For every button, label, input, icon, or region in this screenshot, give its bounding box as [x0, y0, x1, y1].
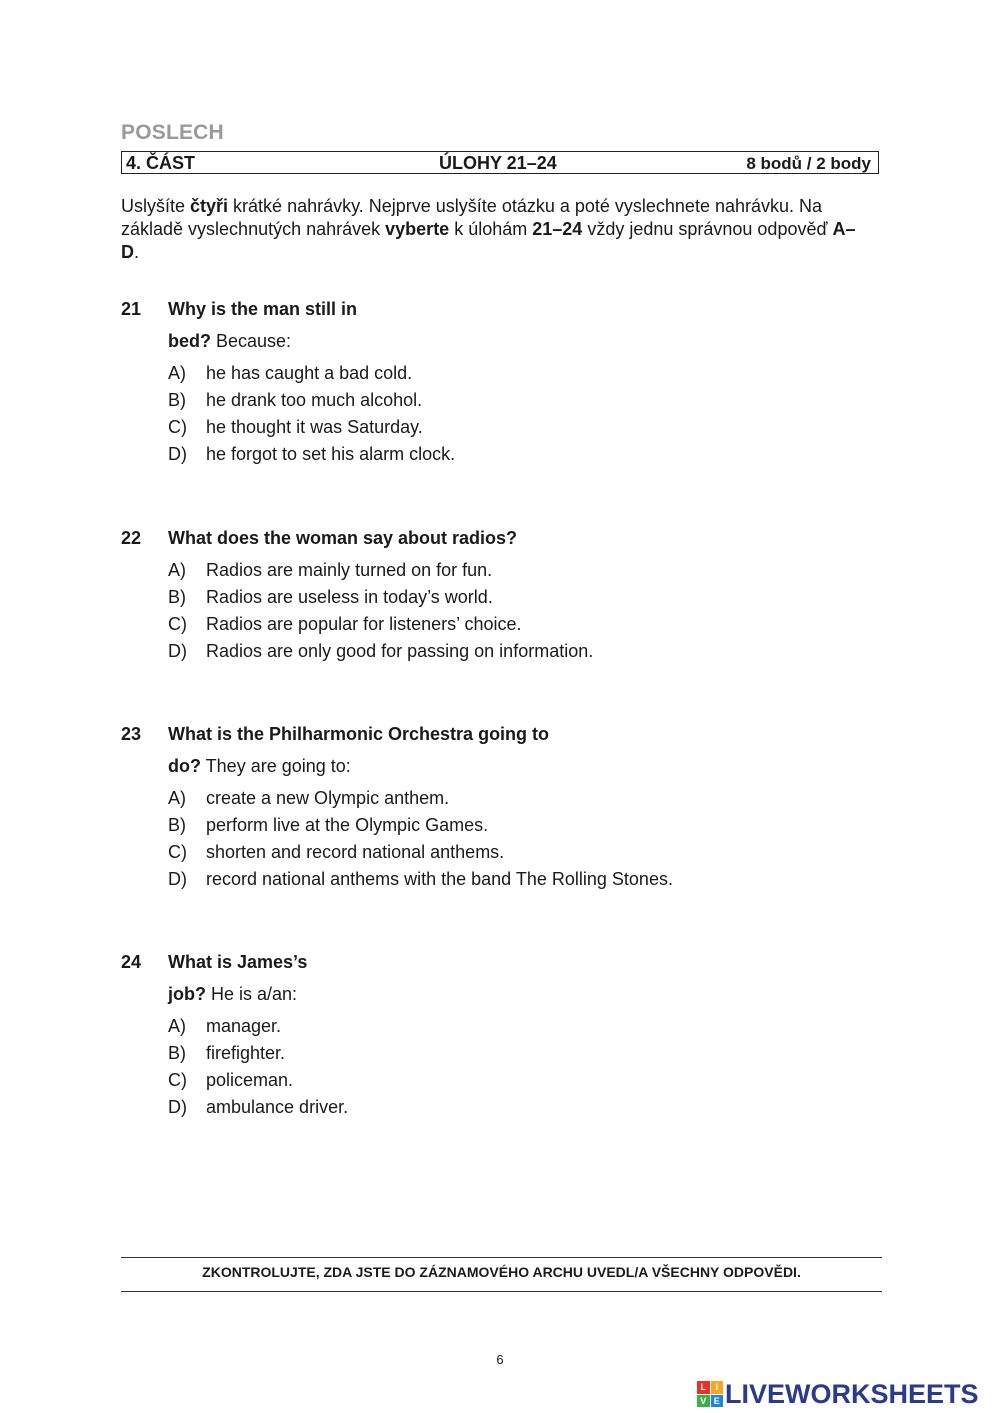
brand-text: LIVEWORKSHEETS [725, 1378, 979, 1409]
logo-letter: V [697, 1395, 710, 1408]
question-continuation: do? They are going to: [168, 756, 351, 776]
footer-rule-top [121, 1257, 882, 1258]
section-header [121, 151, 879, 174]
liveworksheets-logo-icon [697, 1381, 723, 1407]
option-text[interactable]: create a new Olympic anthem. [206, 788, 450, 808]
question-text: What is James’s [168, 952, 308, 972]
option-text[interactable]: record national anthems with the band The Rolling Stones. [206, 869, 673, 889]
question-continuation: bed? Because: [168, 331, 292, 351]
option-text[interactable]: policeman. [206, 1070, 294, 1090]
option-letter[interactable]: B) [168, 815, 186, 835]
footer-note: ZKONTROLUJTE, ZDA JSTE DO ZÁZNAMOVÉHO ARCHU UVEDL/A VŠECHNY ODPOVĚDI. [202, 1264, 801, 1280]
option-text[interactable]: he thought it was Saturday. [206, 417, 423, 437]
option-text[interactable]: he forgot to set his alarm clock. [206, 444, 456, 464]
logo-letter: E [711, 1395, 724, 1408]
question-text: Why is the man still in [168, 299, 358, 319]
option-text[interactable]: manager. [206, 1016, 282, 1036]
option-text[interactable]: he drank too much alcohol. [206, 390, 423, 410]
option-letter[interactable]: C) [168, 417, 187, 437]
option-letter[interactable]: A) [168, 560, 186, 580]
option-text[interactable]: Radios are only good for passing on information. [206, 641, 594, 661]
option-text[interactable]: perform live at the Olympic Games. [206, 815, 489, 835]
question-number: 21 [121, 299, 142, 319]
header-tasks: ÚLOHY 21–24 [439, 153, 557, 173]
liveworksheets-brand[interactable] [697, 1378, 979, 1410]
footer-rule-bottom [121, 1291, 882, 1292]
logo-letter: L [697, 1381, 710, 1394]
option-letter[interactable]: B) [168, 390, 186, 410]
option-text[interactable]: Radios are mainly turned on for fun. [206, 560, 493, 580]
option-text[interactable]: shorten and record national anthems. [206, 842, 505, 862]
header-part: 4. ČÁST [126, 153, 196, 173]
option-letter[interactable]: A) [168, 1016, 186, 1036]
question-number: 23 [121, 724, 142, 744]
page-number: 6 [496, 1352, 504, 1367]
option-letter[interactable]: A) [168, 788, 186, 808]
instructions: Uslyšíte čtyři krátké nahrávky. Nejprve uslyšíte otázku a poté vyslechnete nahrávku. Na základě vyslechnutých nahrávek vyberte k úlohám 21–24 vždy jednu správnou odpověď A–D. [121, 196, 856, 262]
question-text: What is the Philharmonic Orchestra going to [168, 724, 550, 744]
option-letter[interactable]: D) [168, 869, 187, 889]
option-letter[interactable]: B) [168, 1043, 186, 1063]
option-letter[interactable]: D) [168, 1097, 187, 1117]
section-label: POSLECH [121, 121, 224, 144]
question-number: 22 [121, 528, 142, 548]
logo-letter: I [711, 1381, 724, 1394]
question-number: 24 [121, 952, 142, 972]
option-letter[interactable]: D) [168, 444, 187, 464]
option-letter[interactable]: D) [168, 641, 187, 661]
option-text[interactable]: Radios are useless in today’s world. [206, 587, 493, 607]
option-text[interactable]: firefighter. [206, 1043, 286, 1063]
option-letter[interactable]: A) [168, 363, 186, 383]
option-text[interactable]: ambulance driver. [206, 1097, 349, 1117]
header-points: 8 bodů / 2 body [746, 154, 871, 173]
option-letter[interactable]: B) [168, 587, 186, 607]
option-text[interactable]: he has caught a bad cold. [206, 363, 413, 383]
option-text[interactable]: Radios are popular for listeners’ choice. [206, 614, 522, 634]
option-letter[interactable]: C) [168, 614, 187, 634]
option-letter[interactable]: C) [168, 842, 187, 862]
question-text: What does the woman say about radios? [168, 528, 518, 548]
question-continuation: job? He is a/an: [168, 984, 298, 1004]
option-letter[interactable]: C) [168, 1070, 187, 1090]
